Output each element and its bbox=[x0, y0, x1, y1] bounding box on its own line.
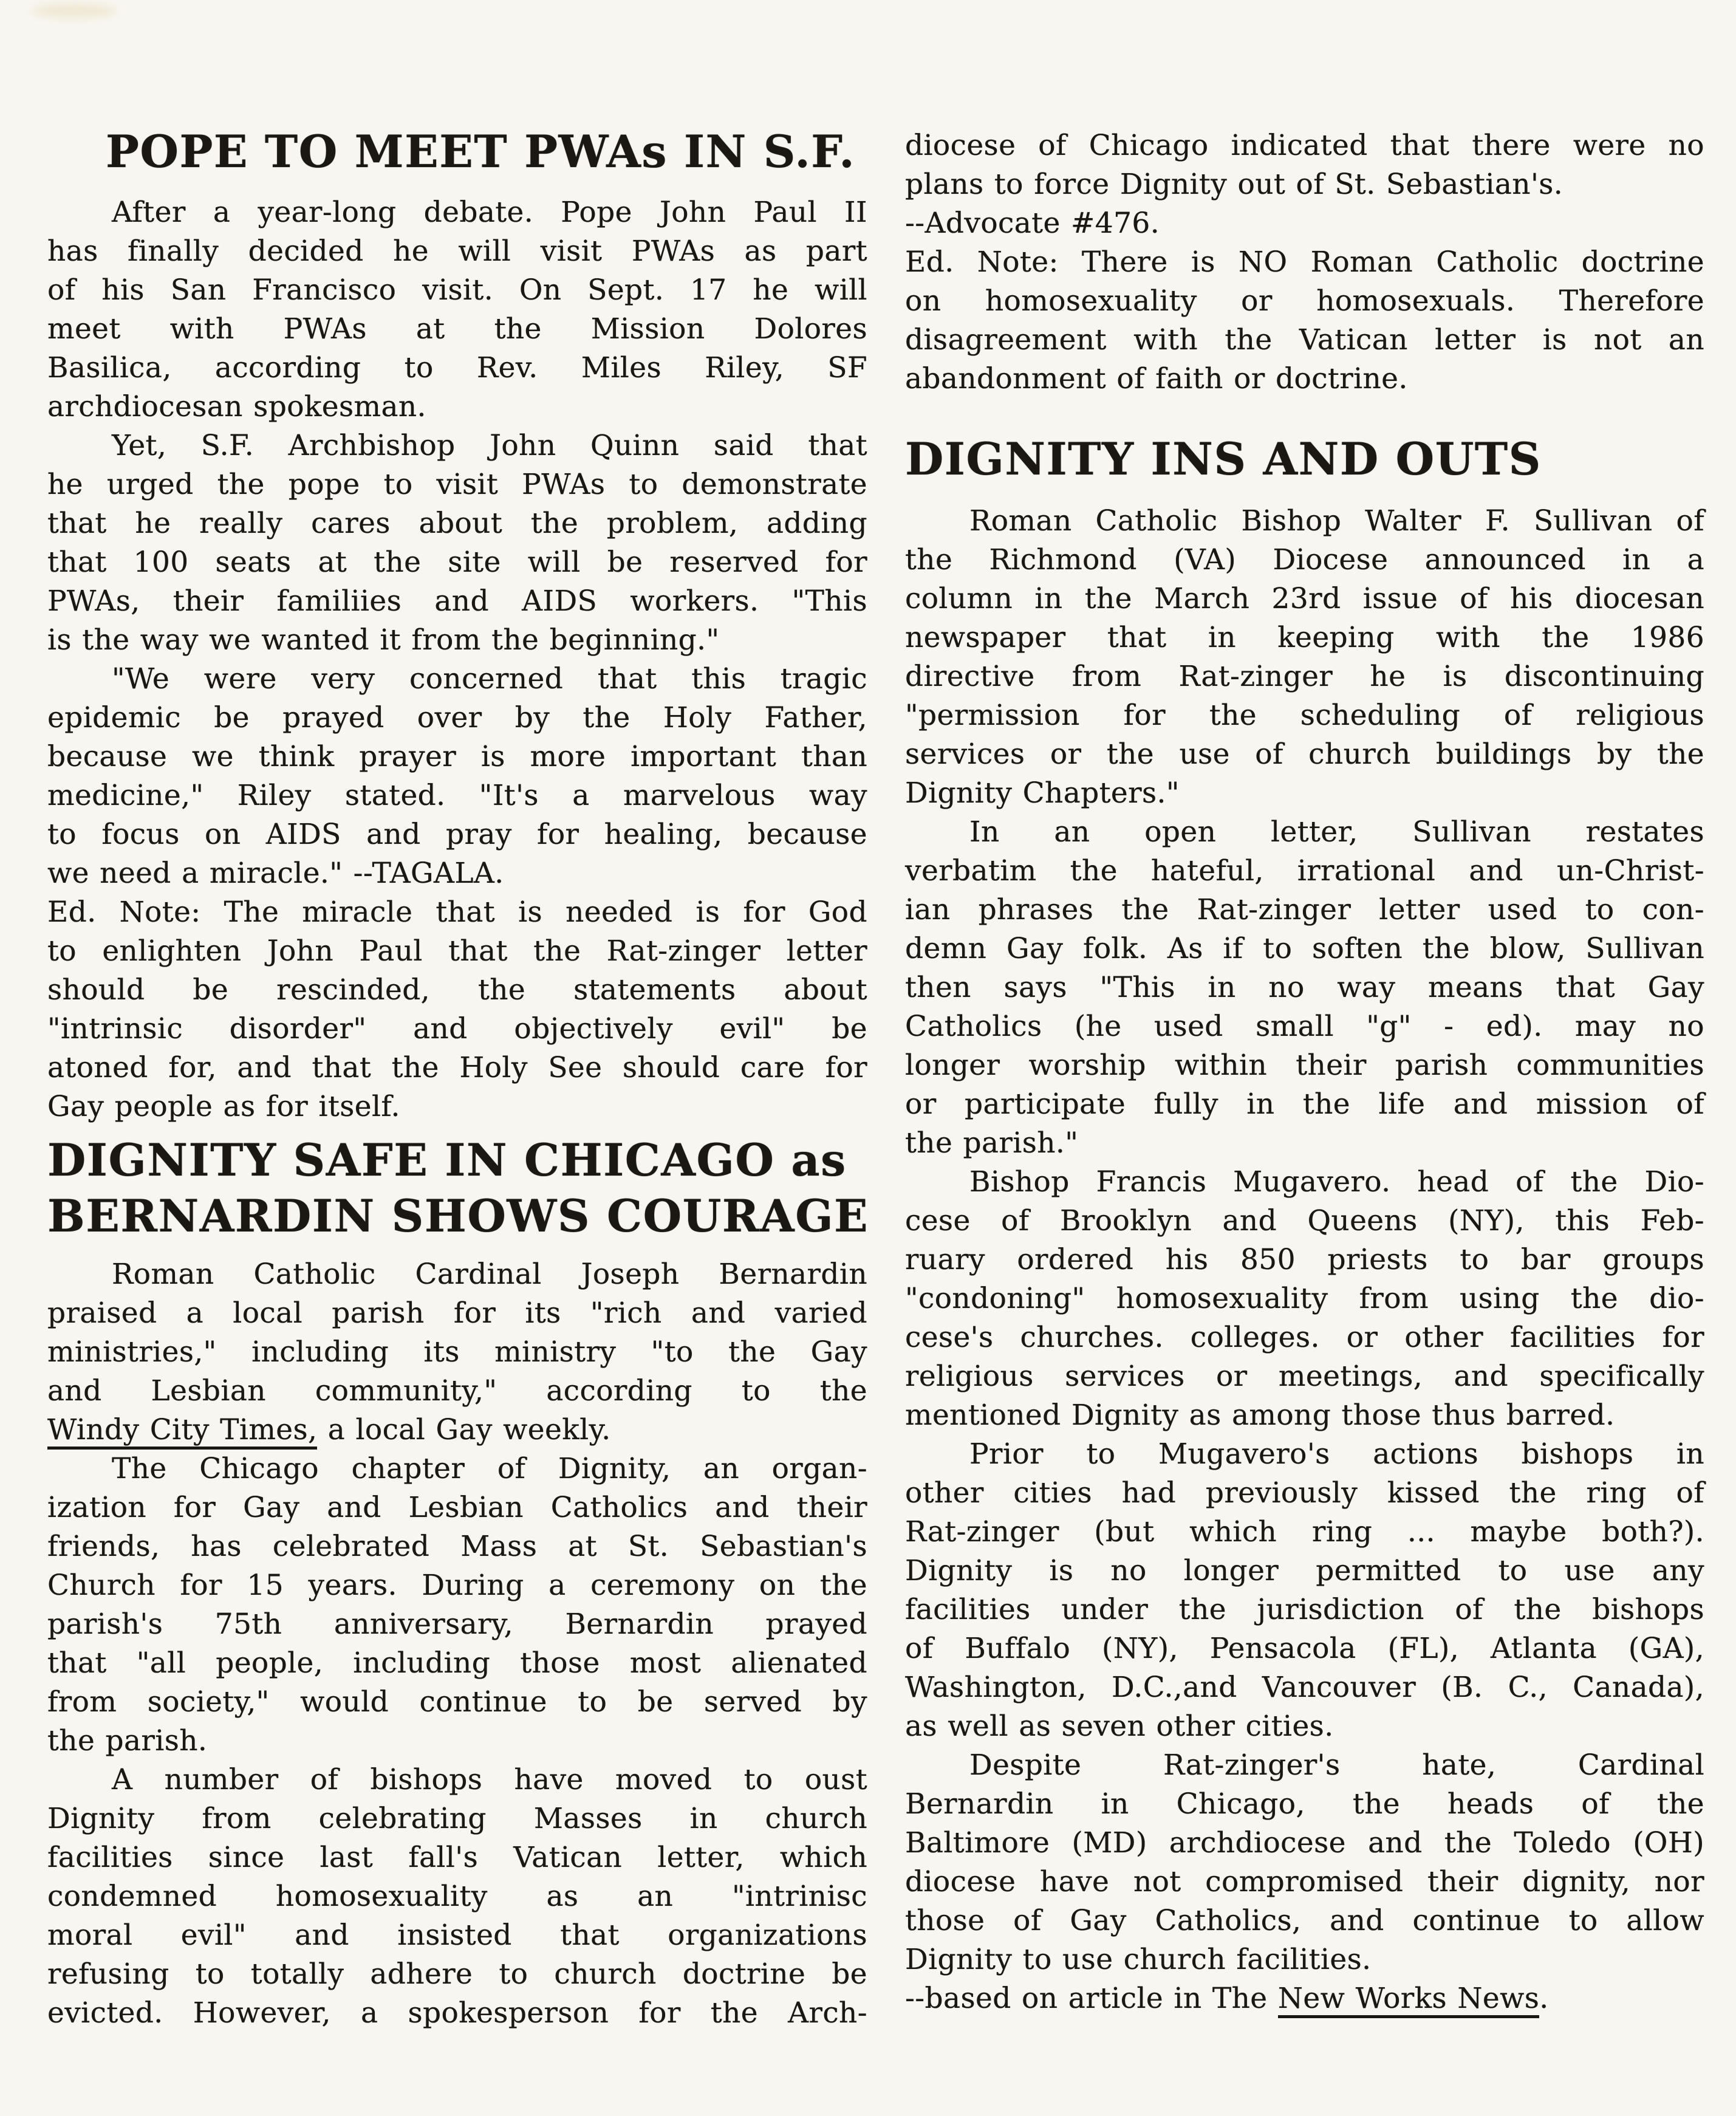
text-line: condemned homosexuality as an "intrinisc bbox=[47, 1880, 867, 1913]
headline-dignity-safe-in-chicago bbox=[47, 1132, 867, 1244]
text-line: atoned for, and that the Holy See should care for bbox=[47, 1051, 867, 1084]
text-line: Washington, D.C.,and Vancouver (B. C., Canada), bbox=[905, 1671, 1704, 1704]
para-archdiocese-continuation bbox=[905, 126, 1704, 204]
text-segment: a local Gay weekly. bbox=[317, 1413, 611, 1447]
text-line: Yet, S.F. Archbishop John Quinn said that bbox=[112, 429, 867, 462]
para-bishops-oust bbox=[47, 1761, 867, 2033]
para-ed-note-miracle bbox=[47, 893, 867, 1126]
text-line: we need a miracle." --TAGALA. bbox=[47, 857, 504, 890]
para-despite-hate bbox=[905, 1746, 1704, 1979]
text-line: plans to force Dignity out of St. Sebastian's. bbox=[905, 168, 1563, 201]
text-line: those of Gay Catholics, and continue to allow bbox=[905, 1904, 1704, 1937]
text-line: because we think prayer is more important than bbox=[47, 740, 867, 773]
text-line: Roman Catholic Cardinal Joseph Bernardin bbox=[112, 1258, 867, 1291]
text-segment: . bbox=[1539, 1982, 1549, 2015]
text-line: diocese of Chicago indicated that there were no bbox=[905, 129, 1704, 162]
text-line bbox=[47, 1411, 867, 1450]
text-line: moral evil" and insisted that organizations bbox=[47, 1919, 867, 1952]
text-line: A number of bishops have moved to oust bbox=[112, 1763, 867, 1796]
text-line: Bernardin in Chicago, the heads of the bbox=[905, 1787, 1704, 1821]
text-line: he urged the pope to visit PWAs to demonstrate bbox=[47, 468, 867, 501]
text-line: Despite Rat-zinger's hate, Cardinal bbox=[969, 1748, 1704, 1782]
headline-line: DIGNITY INS AND OUTS bbox=[905, 433, 1542, 485]
text-line: then says "This in no way means that Gay bbox=[905, 971, 1704, 1004]
text-line: that he really cares about the problem, adding bbox=[47, 507, 867, 540]
text-line: disagreement with the Vatican letter is not an bbox=[905, 323, 1704, 357]
text-line: Ed. Note: There is NO Roman Catholic doctrine bbox=[905, 245, 1704, 279]
text-line: or participate fully in the life and mission of bbox=[905, 1087, 1704, 1121]
text-line: Dignity Chapters." bbox=[905, 776, 1180, 810]
text-line: Catholics (he used small "g" - ed). may no bbox=[905, 1010, 1704, 1043]
text-line: "We were very concerned that this tragic bbox=[112, 662, 867, 696]
text-line: ization for Gay and Lesbian Catholics and their bbox=[47, 1491, 867, 1524]
text-line: should be rescinded, the statements about bbox=[47, 973, 867, 1007]
text-line: as well as seven other cities. bbox=[905, 1710, 1334, 1743]
para-mugavero bbox=[905, 1163, 1704, 1435]
text-line: cese of Brooklyn and Queens (NY), this Feb- bbox=[905, 1204, 1704, 1238]
text-line: After a year-long debate. Pope John Paul II bbox=[112, 196, 867, 229]
text-line: medicine," Riley stated. "It's a marvelous way bbox=[47, 779, 867, 812]
text-line: friends, has celebrated Mass at St. Sebastian's bbox=[47, 1530, 867, 1563]
text-line: evicted. However, a spokesperson for the Arch- bbox=[47, 1996, 867, 2030]
underlined-publication-name: New Works News bbox=[1278, 1982, 1539, 2018]
text-line: services or the use of church buildings by the bbox=[905, 738, 1704, 771]
text-line: praised a local parish for its "rich and varied bbox=[47, 1296, 867, 1330]
headline-line: DIGNITY SAFE IN CHICAGO as bbox=[47, 1134, 847, 1186]
text-line: that 100 seats at the site will be reserved for bbox=[47, 546, 867, 579]
text-line: Rat-zinger (but which ring ... maybe both?). bbox=[905, 1515, 1704, 1549]
text-line: that "all people, including those most alienated bbox=[47, 1646, 867, 1680]
text-line bbox=[905, 1979, 1704, 2018]
text-line: ruary ordered his 850 priests to bar groups bbox=[905, 1243, 1704, 1276]
para-ed-note-doctrine bbox=[905, 243, 1704, 399]
text-line: Ed. Note: The miracle that is needed is for God bbox=[47, 895, 867, 929]
text-line: of his San Francisco visit. On Sept. 17 he will bbox=[47, 273, 867, 307]
text-line: Baltimore (MD) archdiocese and the Toledo (OH) bbox=[905, 1826, 1704, 1860]
text-line: Roman Catholic Bishop Walter F. Sullivan of bbox=[969, 504, 1704, 538]
para-sullivan-announcement bbox=[905, 502, 1704, 813]
para-bernardin-praise bbox=[47, 1255, 867, 1450]
text-line: meet with PWAs at the Mission Dolores bbox=[47, 312, 867, 346]
text-line: on homosexuality or homosexuals. Therefore bbox=[905, 284, 1704, 318]
text-line: "permission for the scheduling of religious bbox=[905, 699, 1704, 732]
text-line: mentioned Dignity as among those thus barred. bbox=[905, 1399, 1615, 1432]
text-line: facilities since last fall's Vatican letter, which bbox=[47, 1841, 867, 1874]
text-line: Gay people as for itself. bbox=[47, 1090, 400, 1123]
text-line: ministries," including its ministry "to the Gay bbox=[47, 1335, 867, 1369]
text-line: the parish. bbox=[47, 1724, 208, 1758]
text-line: In an open letter, Sullivan restates bbox=[969, 815, 1704, 849]
para-pope-visit bbox=[47, 193, 867, 426]
text-line: Bishop Francis Mugavero. head of the Dio- bbox=[969, 1165, 1704, 1199]
text-line: is the way we wanted it from the beginning." bbox=[47, 623, 720, 657]
left-column bbox=[47, 0, 867, 2033]
para-riley-quote bbox=[47, 660, 867, 893]
text-line: epidemic be prayed over by the Holy Father, bbox=[47, 701, 867, 734]
text-line: cese's churches. colleges. or other facilities for bbox=[905, 1321, 1704, 1354]
text-line: Dignity is no longer permitted to use any bbox=[905, 1554, 1704, 1587]
text-line: the parish." bbox=[905, 1126, 1079, 1160]
para-prior-actions bbox=[905, 1435, 1704, 1746]
headline-line: POPE TO MEET PWAs IN S.F. bbox=[106, 126, 856, 178]
para-sullivan-open-letter bbox=[905, 813, 1704, 1163]
text-line: "condoning" homosexuality from using the dio- bbox=[905, 1282, 1704, 1315]
right-column bbox=[905, 0, 1704, 2018]
text-line: directive from Rat-zinger he is discontinuing bbox=[905, 660, 1704, 693]
para-advocate-credit bbox=[905, 204, 1704, 243]
para-chicago-chapter bbox=[47, 1450, 867, 1761]
text-line: longer worship within their parish communities bbox=[905, 1049, 1704, 1082]
para-quinn bbox=[47, 426, 867, 660]
text-line: verbatim the hateful, irrational and un-Christ- bbox=[905, 854, 1704, 888]
text-line: demn Gay folk. As if to soften the blow, Sullivan bbox=[905, 932, 1704, 965]
text-line: Basilica, according to Rev. Miles Riley, SF bbox=[47, 351, 867, 385]
headline-pope-to-meet-pwas bbox=[106, 124, 867, 180]
text-line: from society," would continue to be served by bbox=[47, 1685, 867, 1719]
headline-line: BERNARDIN SHOWS COURAGE bbox=[47, 1190, 869, 1242]
text-line: and Lesbian community," according to the bbox=[47, 1374, 867, 1408]
text-line: PWAs, their familiies and AIDS workers. "This bbox=[47, 584, 867, 618]
text-line: to focus on AIDS and pray for healing, because bbox=[47, 818, 867, 851]
text-line: Church for 15 years. During a ceremony on the bbox=[47, 1569, 867, 1602]
text-line: of Buffalo (NY), Pensacola (FL), Atlanta (GA), bbox=[905, 1632, 1704, 1665]
text-line: Dignity to use church facilities. bbox=[905, 1943, 1372, 1976]
text-line: The Chicago chapter of Dignity, an organ- bbox=[112, 1452, 867, 1485]
text-line: archdiocesan spokesman. bbox=[47, 390, 426, 423]
text-line: Prior to Mugavero's actions bishops in bbox=[969, 1437, 1704, 1471]
text-line: has finally decided he will visit PWAs as part bbox=[47, 235, 867, 268]
text-line: religious services or meetings, and specifically bbox=[905, 1360, 1704, 1393]
text-segment: --based on article in The bbox=[905, 1982, 1278, 2015]
text-line: the Richmond (VA) Diocese announced in a bbox=[905, 543, 1704, 577]
para-new-works-news-credit bbox=[905, 1979, 1704, 2018]
text-line: refusing to totally adhere to church doctrine be bbox=[47, 1957, 867, 1991]
text-line: abandonment of faith or doctrine. bbox=[905, 362, 1408, 395]
text-line: diocese have not compromised their dignity, nor bbox=[905, 1865, 1704, 1899]
text-line: other cities had previously kissed the ring of bbox=[905, 1476, 1704, 1510]
text-line: column in the March 23rd issue of his diocesan bbox=[905, 582, 1704, 615]
text-line: Dignity from celebrating Masses in church bbox=[47, 1802, 867, 1835]
text-line: newspaper that in keeping with the 1986 bbox=[905, 621, 1704, 654]
text-line: facilities under the jurisdiction of the bishops bbox=[905, 1593, 1704, 1626]
text-line: ian phrases the Rat-zinger letter used to con- bbox=[905, 893, 1704, 926]
text-line: "intrinsic disorder" and objectively evil" be bbox=[47, 1012, 867, 1046]
text-line: to enlighten John Paul that the Rat-zinger letter bbox=[47, 934, 867, 968]
text-line: --Advocate #476. bbox=[905, 207, 1160, 240]
text-line: parish's 75th anniversary, Bernardin prayed bbox=[47, 1608, 867, 1641]
underlined-publication-name: Windy City Times, bbox=[47, 1413, 317, 1450]
headline-dignity-ins-and-outs bbox=[905, 431, 1704, 487]
